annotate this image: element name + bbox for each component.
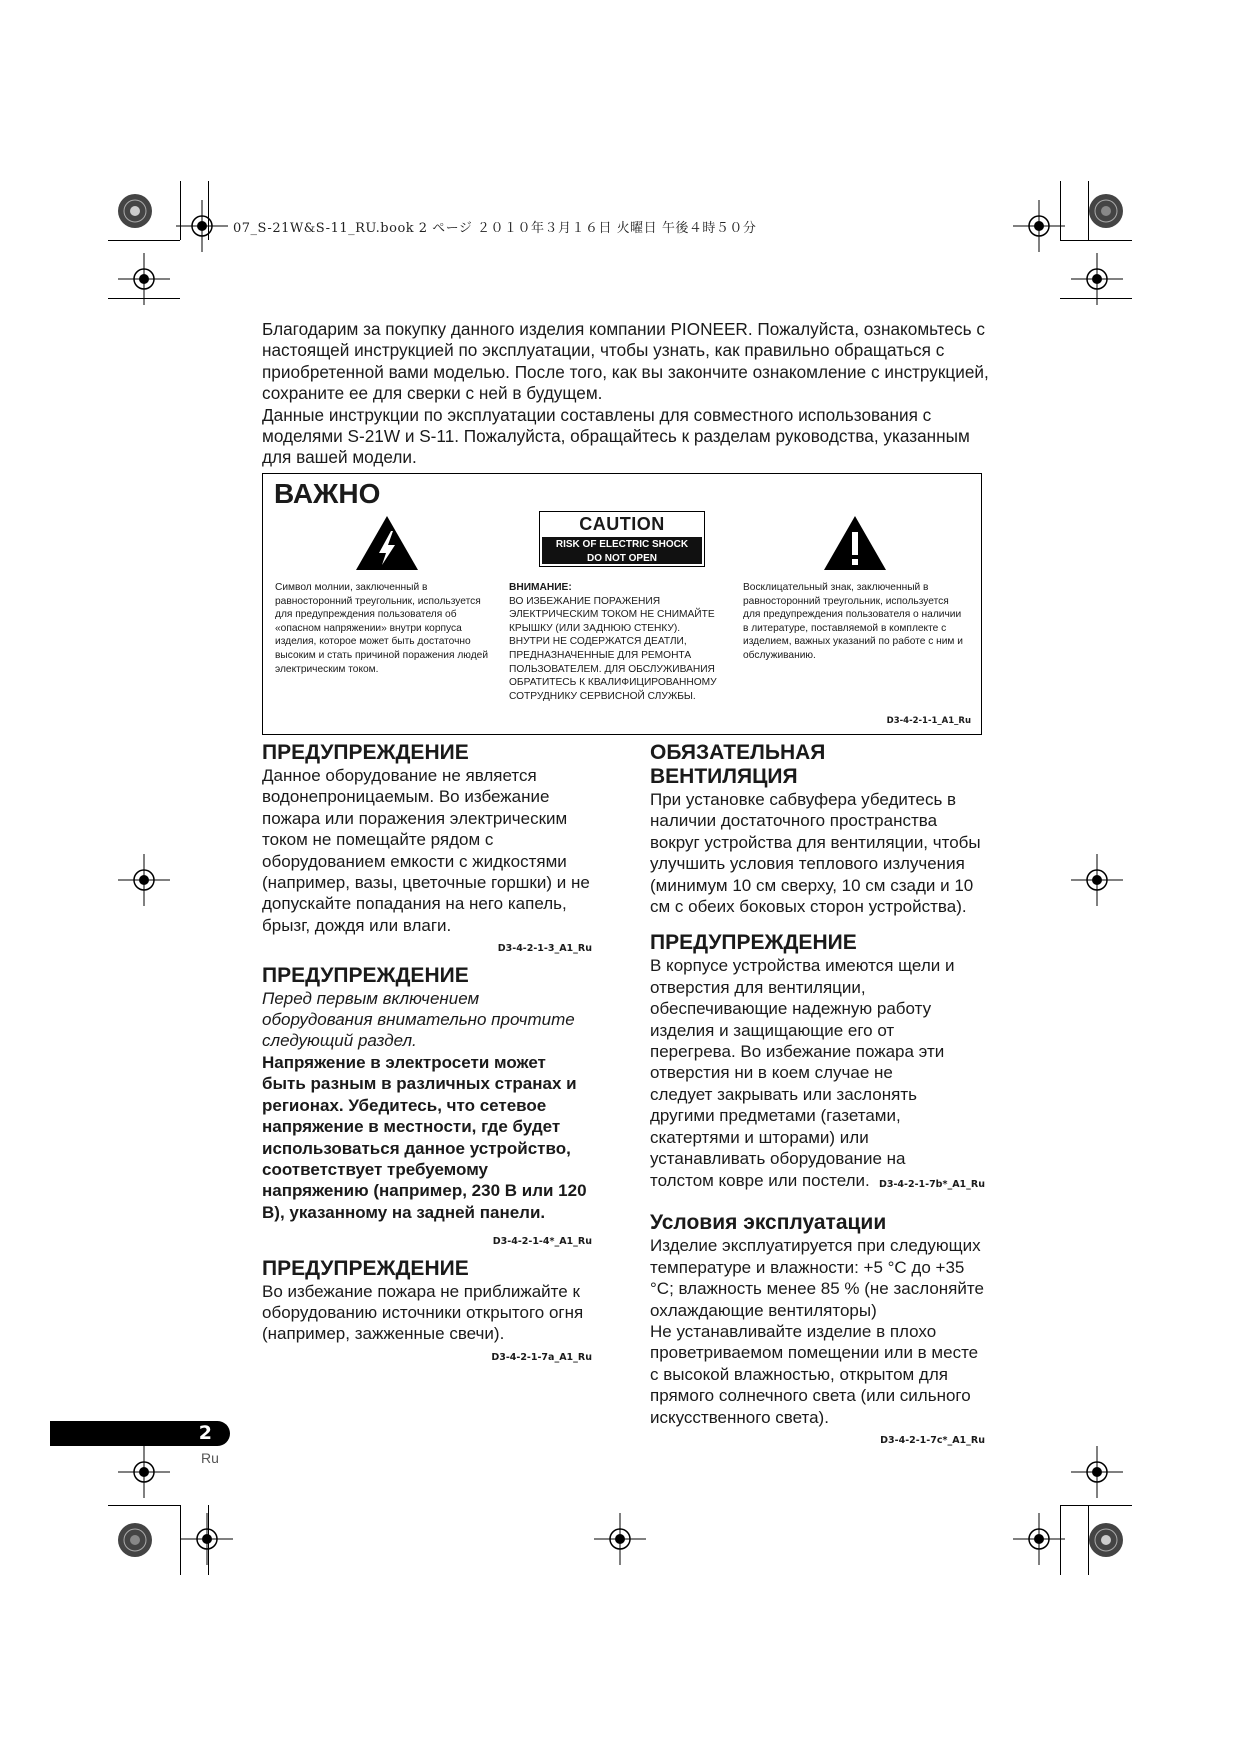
caution-text: ВО ИЗБЕЖАНИЕ ПОРАЖЕНИЯ ЭЛЕКТРИЧЕСКИМ ТОКОМ НЕ СНИМАЙТЕ КРЫШКУ (ИЛИ ЗАДНЮЮ СТЕНКУ). ВНУТРИ НЕ СОДЕРЖАТСЯ ДЕАТЛИ, ПРЕДНАЗНАЧЕННЫЕ ДЛЯ РЕМОНТА ПОЛЬЗОВАТЕЛЕМ. ДЛЯ ОБСЛУЖИВАНИЯ ОБРАТИТЕСЬ К КВАЛИФИЦИРОВАННОМУ СОТРУДНИКУ СЕРВИСНОЙ СЛУЖБЫ. xyxy=(509,595,717,702)
intro-paragraph: Благодарим за покупку данного изделия компании PIONEER. Пожалуйста, ознакомьтесь с настоящей инструкцией по эксплуатации, чтобы узнать, как правильно обращаться с приобретенной вами моделью. После того, как вы закончите ознакомление с инструкцией, сохраните ее для сверки с ней в будущем. xyxy=(262,319,989,404)
caution-title: CAUTION xyxy=(579,514,665,534)
section-title: Условия эксплуатации xyxy=(650,1211,887,1235)
lightning-description: Символ молнии, заключенный в равносторонний треугольник, используется для предупреждения пользователя об «опасном напряжении» внутри корпуса изделия, которое может быть достаточно высоким и стать причиной поражения людей электрическим током. xyxy=(275,582,489,675)
important-title: ВАЖНО xyxy=(274,478,381,509)
document-code: D3-4-2-1-7a_A1_Ru xyxy=(491,1351,592,1363)
registration-mark-icon xyxy=(1013,1513,1065,1565)
page-language: Ru xyxy=(201,1450,219,1466)
page-number: 2 xyxy=(198,1422,212,1444)
section-text: Не устанавливайте изделие в плохо проветриваемом помещении или в месте с высокой влажностью, открытом для прямого солнечного света (или сильного искусственного света). xyxy=(650,1321,979,1427)
section-text: В корпусе устройства имеются щели и отверстия для вентиляции, обеспечивающие надежную работу изделия и защищающие его от перегрева. Во избежание пожара эти отверстия ни в коем случае не следует закрывать или заслонять другими предметами (газетами, скатертями и шторами) или устанавливать оборудование на толстом ковре или постели. xyxy=(650,956,955,1190)
right-column xyxy=(650,741,985,1455)
registration-mark-icon xyxy=(118,253,170,305)
caution-line: DO NOT OPEN xyxy=(586,552,657,564)
registration-mark-icon xyxy=(176,200,228,252)
left-column xyxy=(262,741,592,1372)
calibration-circle-icon xyxy=(1088,193,1124,229)
document-code: D3-4-2-1-1_A1_Ru xyxy=(886,716,971,726)
page-number-tab xyxy=(50,1421,230,1446)
registration-mark-icon xyxy=(1071,253,1123,305)
section-bold-text: Напряжение в электросети может быть разным в различных странах и регионах. Убедитесь, что сетевое напряжение в местности, где будет использоваться данное устройство, соответствует требуемому напряжению (например, 230 В или 120 В), указанному на задней панели. xyxy=(262,1052,587,1222)
registration-mark-icon xyxy=(1071,854,1123,906)
exclamation-description: Восклицательный знак, заключенный в равносторонний треугольник, используется для предупреждения пользователя о наличии в литературе, поставляемой в комплекте с изделием, важных указаний по работе с ним и обслуживанию. xyxy=(743,582,963,661)
intro-paragraph: Данные инструкции по эксплуатации составлены для совместного использования с моделями S-21W и S-11. Пожалуйста, обращайтесь к разделам руководства, указанным для вашей модели. xyxy=(262,404,970,468)
document-code: D3-4-2-1-4*_A1_Ru xyxy=(492,1236,592,1248)
registration-mark-icon xyxy=(1013,200,1065,252)
registration-mark-icon xyxy=(1071,1446,1123,1498)
calibration-circle-icon xyxy=(117,193,153,229)
section-italic-text: Перед первым включением оборудования внимательно прочтите следующий раздел. xyxy=(262,988,575,1051)
caution-line: RISK OF ELECTRIC SHOCK xyxy=(555,539,689,550)
intro-text xyxy=(262,319,992,469)
calibration-circle-icon xyxy=(117,1522,153,1558)
section-text: Изделие эксплуатируется при следующих температуре и влажности: +5 °C до +35 °C; влажность менее 85 % (не заслоняйте охлаждающие вентиляторы) xyxy=(650,1236,984,1320)
print-header: 07_S-21W&S-11_RU.book 2 ページ ２０１０年３月１６日 火曜日 午後４時５０分 xyxy=(233,221,757,236)
registration-mark-icon xyxy=(181,1513,233,1565)
registration-mark-icon xyxy=(118,854,170,906)
important-box xyxy=(262,473,982,735)
document-code: D3-4-2-1-7c*_A1_Ru xyxy=(880,1434,985,1446)
document-code: D3-4-2-1-7b*_A1_Ru xyxy=(878,1178,985,1190)
section-title: ОБЯЗАТЕЛЬНАЯ ВЕНТИЛЯЦИЯ xyxy=(650,741,826,788)
lightning-warning-icon xyxy=(355,515,419,571)
caution-heading: ВНИМАНИЕ: xyxy=(509,582,572,593)
section-title: ПРЕДУПРЕЖДЕНИЕ xyxy=(262,741,469,764)
section-title: ПРЕДУПРЕЖДЕНИЕ xyxy=(262,1256,469,1280)
caution-label xyxy=(539,511,705,567)
section-title: ПРЕДУПРЕЖДЕНИЕ xyxy=(650,931,857,955)
caution-subtitle xyxy=(542,537,702,564)
document-code: D3-4-2-1-3_A1_Ru xyxy=(497,943,592,955)
section-title: ПРЕДУПРЕЖДЕНИЕ xyxy=(262,963,469,987)
registration-mark-icon xyxy=(594,1513,646,1565)
caution-description xyxy=(509,581,719,703)
registration-mark-icon xyxy=(118,1446,170,1498)
section-text: При установке сабвуфера убедитесь в наличии достаточного пространства вокруг устройства для вентиляции, чтобы улучшить условия теплового излучения (минимум 10 см сверху, 10 см сзади и 10 см с обеих боковых сторон устройства). xyxy=(650,790,981,917)
section-text: Данное оборудование не является водонепроницаемым. Во избежание пожара или поражения электрическим током не помещайте рядом с оборудованием емкости с жидкостями (например, вазы, цветочные горшки) и не допускайте попадания на него капель, брызг, дождя или влаги. xyxy=(262,766,590,935)
calibration-circle-icon xyxy=(1088,1522,1124,1558)
section-text: Во избежание пожара не приближайте к оборудованию источники открытого огня (например, зажженные свечи). xyxy=(262,1281,584,1344)
exclamation-warning-icon xyxy=(823,515,887,571)
